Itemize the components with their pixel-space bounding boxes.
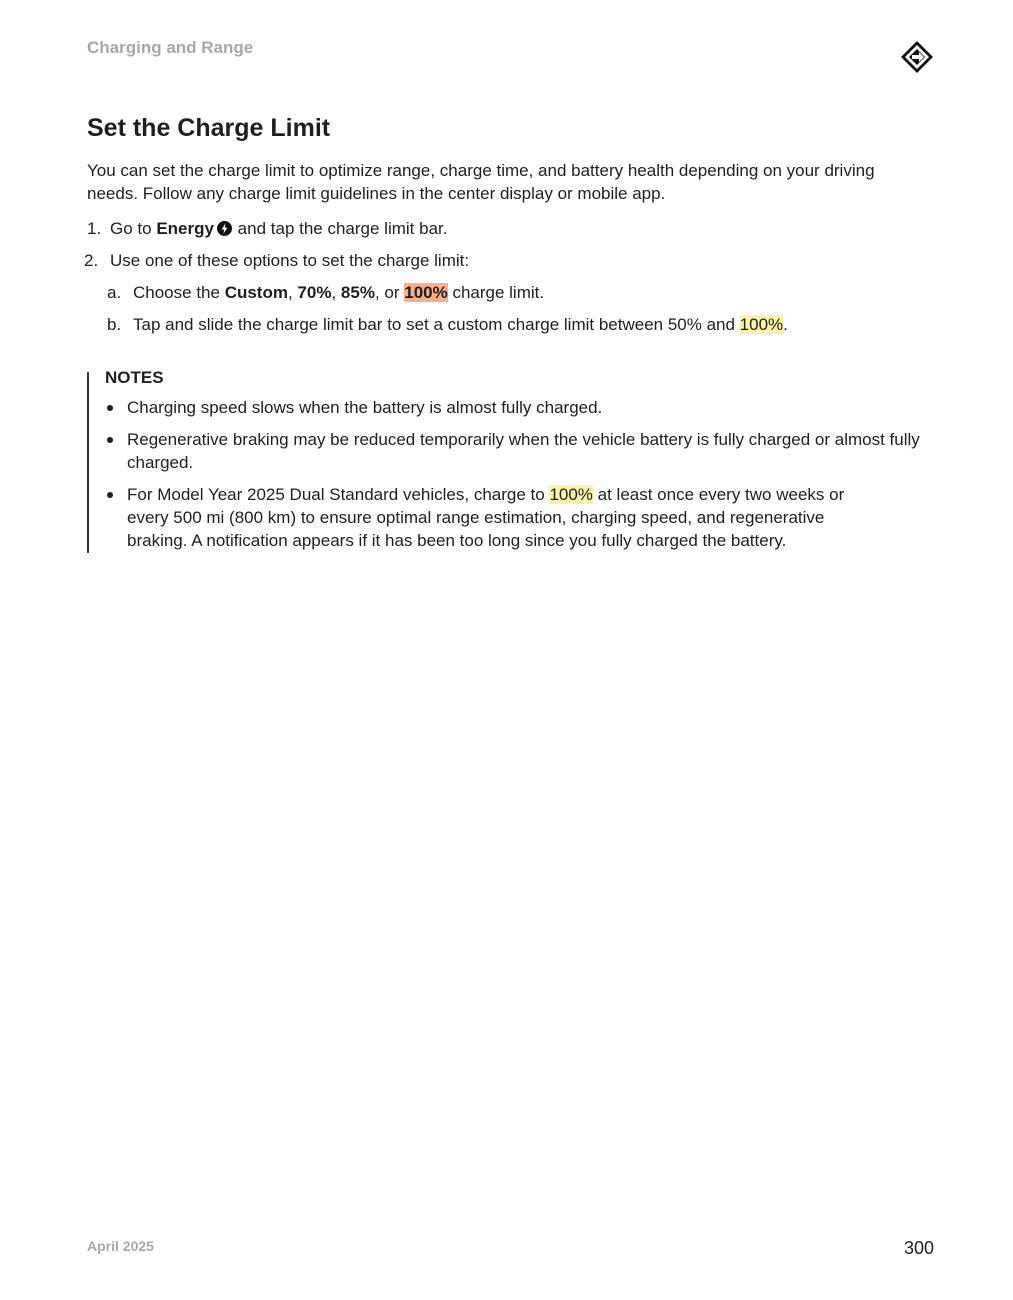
intro-paragraph: You can set the charge limit to optimize range, charge time, and battery health depending on your driving needs. Follow any charge limit guidelines in the center display or mobile app. — [87, 161, 875, 203]
substep-text: Tap and slide the charge limit bar to set a custom charge limit between 50% and 100%. — [133, 315, 788, 334]
energy-label: Energy — [156, 219, 214, 238]
step-number: 1. — [87, 219, 102, 238]
diamond-arrow-icon — [900, 40, 934, 74]
option-custom: Custom — [224, 283, 288, 302]
energy-bolt-icon — [217, 221, 232, 236]
bullet-icon — [107, 492, 113, 498]
step-text: Go to Energy and tap the charge limit bar. — [110, 219, 448, 238]
bullet-icon — [107, 405, 113, 411]
page-title: Set the Charge Limit — [87, 114, 331, 142]
option-100-highlight: 100% — [404, 283, 448, 302]
notes-heading: NOTES — [105, 368, 164, 387]
notes-divider — [87, 372, 89, 553]
bullet-icon — [107, 437, 113, 443]
page-number: 300 — [903, 1238, 934, 1258]
step-text: Use one of these options to set the charge limit: — [110, 251, 470, 270]
option-85: 85% — [340, 283, 375, 302]
percent-100-highlight: 100% — [549, 485, 593, 504]
note-item: For Model Year 2025 Dual Standard vehicles, charge to 100% at least once every two weeks or every 500 mi (800 km) to ensure optimal range estimation, charging speed, and regenerative braking. A notification appears if it has been too long since you fully charged the battery. — [127, 485, 845, 550]
substep-letter: a. — [107, 283, 122, 302]
footer-date: April 2025 — [87, 1238, 154, 1254]
note-item: Regenerative braking may be reduced temporarily when the vehicle battery is fully charged or almost fully charged. — [127, 430, 920, 472]
option-70: 70% — [297, 283, 332, 302]
section-header: Charging and Range — [87, 38, 254, 57]
substep-text: Choose the Custom, 70%, 85%, or 100% charge limit. — [133, 283, 545, 302]
substep-letter: b. — [107, 315, 122, 334]
percent-100-highlight: 100% — [739, 315, 784, 334]
step-number: 2. — [84, 251, 99, 270]
note-item: Charging speed slows when the battery is almost fully charged. — [127, 398, 603, 417]
